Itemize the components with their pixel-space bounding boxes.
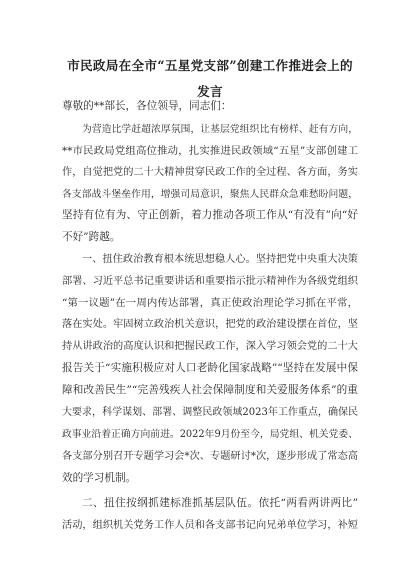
paragraph-1-line-2: **市民政局党组高位推动，扎实推进民政领域“五星”支部创建工 — [62, 145, 358, 157]
greeting-line: 尊敬的**部长，各位领导，同志们： — [62, 100, 232, 112]
section-1-line-7: 障和改善民生”“完善残疾人社会保障制度和关爱服务体系”的重 — [62, 384, 358, 396]
paragraph-1-line-1: 为营造比学赶超浓厚氛围，让基层党组织比有榜样、赶有方向， — [82, 124, 358, 135]
document-title-line-1: 市民政局在全市“五星党支部”创建工作推进会上的 — [67, 58, 353, 73]
section-2-line-2: 活动，组织机关党务工作人员和各支部书记向兄弟单位学习，补短 — [62, 520, 358, 531]
section-1-line-1: 一、扭住政治教育根本统思想稳人心。坚持把党中央重大决策 — [82, 254, 358, 265]
section-1-line-11: 效的学习机制。 — [62, 472, 137, 484]
paragraph-1-line-3: 作，自觉把党的二十大精神贯穿民政工作的全过程、各方面，务实 — [62, 167, 358, 178]
section-1-line-4: 落在实处。牢固树立政治机关意识，把党的政治建设摆在首位，坚 — [62, 319, 358, 330]
section-1-line-10: 各支部分别召开专题学习会*次、专题研讨*次，逐步形成了常态高 — [62, 451, 358, 462]
paragraph-1-line-6: 不好”跨越。 — [62, 231, 121, 243]
document-title-line-2: 发言 — [197, 84, 223, 99]
section-1-line-8: 大要求，科学谋划、部署、调整民政领域2023年工作重点，确保民 — [62, 407, 358, 418]
section-1-line-5: 持从讲政治的高度认识和把握民政工作，深入学习领会党的二十大 — [62, 341, 358, 352]
paragraph-1-line-4: 各支部战斗堡垒作用，增强司局意识，聚焦人民群众急难愁盼问题， — [62, 189, 358, 200]
section-1-line-2: 部署、习近平总书记重要讲话和重要指示批示精神作为各级党组织 — [62, 276, 358, 287]
section-1-line-9: 政事业沿着正确方向前进。2022年9月份至今，局党组、机关党委、 — [62, 429, 358, 440]
section-2-line-1: 二、扭住按纲抓建标准抓基层队伍。依托“两看两讲两比” — [82, 497, 358, 509]
section-1-line-3: “第一议题”在一周内传达部署，真正使政治理论学习抓在平常， — [62, 297, 358, 309]
paragraph-1-line-5: 坚持有位有为、守正创新，着力推动各项工作从“有没有”向“好 — [62, 209, 358, 221]
section-1-line-6: 报告关于“实施积极应对人口老龄化国家战略”“坚持在发展中保 — [62, 362, 358, 374]
